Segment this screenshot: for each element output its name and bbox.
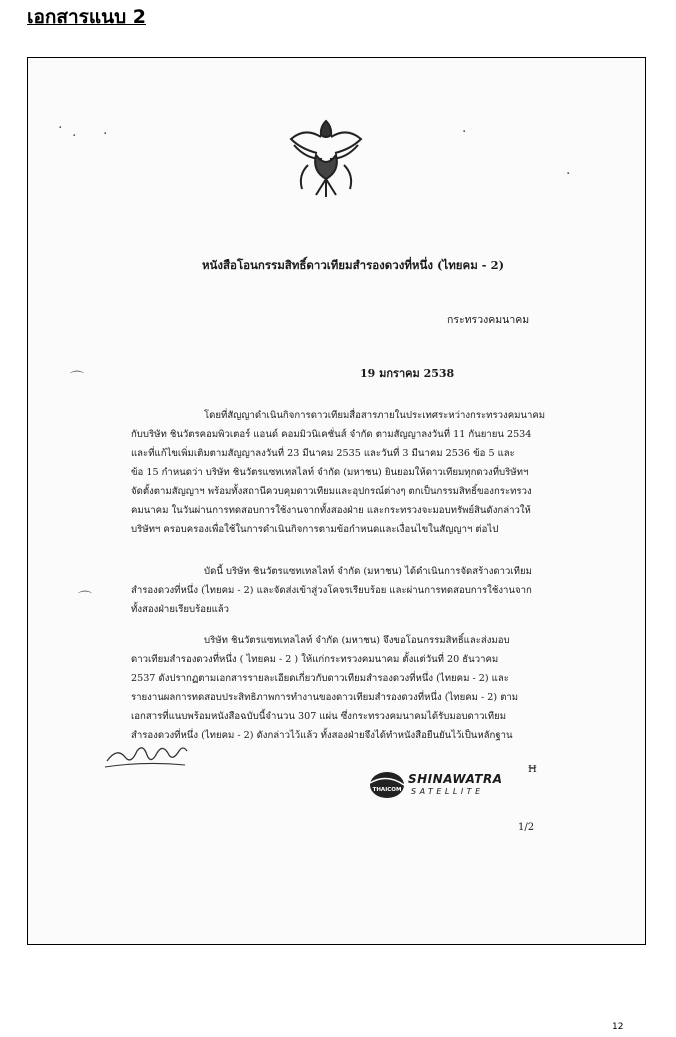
paragraph-line: ทั้งสองฝ่ายเรียบร้อยแล้ว <box>131 604 230 615</box>
document-title: หนังสือโอนกรรมสิทธิ์ดาวเทียมสำรองดวงที่หนึ่ง (ไทยคม - 2) <box>201 258 505 272</box>
scan-speck: · <box>566 166 571 182</box>
scan-speck: · <box>58 120 63 136</box>
scan-speck: · <box>462 124 467 140</box>
document-page-fraction: 1/2 <box>518 822 535 833</box>
paragraph-line: กับบริษัท ชินวัตรคอมพิวเตอร์ แอนด์ คอมมิวนิเคชั่นส์ จำกัด ตามสัญญาลงวันที่ 11 กันยายน 2534 <box>131 429 532 440</box>
paragraph-line: บริษัท ชินวัตรแซทเทลไลท์ จำกัด (มหาชน) จึงขอโอนกรรมสิทธิ์และส่งมอบ <box>204 635 510 646</box>
logo-name: SHINAWATRA <box>408 772 503 786</box>
paragraph-line: ข้อ 15 กำหนดว่า บริษัท ชินวัตรแซทเทลไลท์ จำกัด (มหาชน) ยินยอมให้ดาวเทียมทุกดวงที่บริษัทฯ <box>131 467 529 478</box>
paragraph-line: รายงานผลการทดสอบประสิทธิภาพการทำงานของดาวเทียมสำรองดวงที่หนึ่ง (ไทยคม - 2) ตาม <box>131 692 519 703</box>
paragraph-line: บัดนี้ บริษัท ชินวัตรแซทเทลไลท์ จำกัด (มหาชน) ได้ดำเนินการจัดสร้างดาวเทียม <box>204 566 532 577</box>
paragraph-line: เอกสารที่แนบพร้อมหนังสือฉบับนี้จำนวน 307 แผ่น ซึ่งกระทรวงคมนาคมได้รับมอบดาวเทียม <box>131 711 507 722</box>
paragraph-line: สำรองดวงที่หนึ่ง (ไทยคม - 2) ดังกล่าวไว้แล้ว ทั้งสองฝ่ายจึงได้ทำหนังสือยืนยันไว้เป็นหลักฐาน <box>131 730 513 741</box>
svg-text:THAICOM: THAICOM <box>372 787 402 793</box>
logo-subtitle: SATELLITE <box>411 787 484 796</box>
scan-speck: · <box>103 126 108 142</box>
page-number: 12 <box>612 1022 624 1032</box>
annex-title: เอกสารแนบ 2 <box>27 6 147 28</box>
document-date: 19 มกราคม 2538 <box>360 367 455 380</box>
paragraph-line: สำรองดวงที่หนึ่ง (ไทยคม - 2) และจัดส่งเข้าสู่วงโคจรเรียบร้อย และผ่านการทดสอบการใช้งานจาก <box>131 585 532 596</box>
paragraph-line: จัดตั้งตามสัญญาฯ พร้อมทั้งสถานีควบคุมดาวเทียมและอุปกรณ์ต่างๆ ตกเป็นกรรมสิทธิ์ของกระทรวง <box>131 486 532 497</box>
scan-speck: ⌒ <box>70 371 84 387</box>
paragraph-2 <box>131 562 562 619</box>
paragraph-line: และที่แก้ไขเพิ่มเติมตามสัญญาลงวันที่ 23 มีนาคม 2535 และวันที่ 3 มีนาคม 2536 ข้อ 5 และ <box>131 448 515 459</box>
paragraph-1 <box>131 406 562 539</box>
paragraph-line: 2537 ดังปรากฏตามเอกสารรายละเอียดเกี่ยวกับดาวเทียมสำรองดวงที่หนึ่ง (ไทยคม - 2) และ <box>131 673 509 684</box>
ministry-name: กระทรวงคมนาคม <box>447 314 530 326</box>
thaicom-logo-icon <box>368 770 406 800</box>
signature-initials <box>103 735 208 771</box>
paragraph-line: ดาวเทียมสำรองดวงที่หนึ่ง ( ไทยคม - 2 ) ให้แก่กระทรวงคมนาคม ตั้งแต่วันที่ 20 ธันวาคม <box>131 654 499 665</box>
garuda-emblem-icon <box>286 115 366 203</box>
signature-mark: ꟸ <box>528 762 537 781</box>
scan-speck: · <box>72 128 77 144</box>
paragraph-line: คมนาคม ในวันผ่านการทดสอบการใช้งานจากทั้งสองฝ่าย และกระทรวงจะมอบทรัพย์สินดังกล่าวให้ <box>131 505 531 516</box>
scan-speck: ⌒ <box>78 591 92 607</box>
paragraph-line: บริษัทฯ ครอบครองเพื่อใช้ในการดำเนินกิจการตามข้อกำหนดและเงื่อนไขในสัญญาฯ ต่อไป <box>131 524 499 535</box>
paragraph-3 <box>131 631 562 745</box>
paragraph-line: โดยที่สัญญาดำเนินกิจการดาวเทียมสื่อสารภายในประเทศระหว่างกระทรวงคมนาคม <box>204 410 546 421</box>
